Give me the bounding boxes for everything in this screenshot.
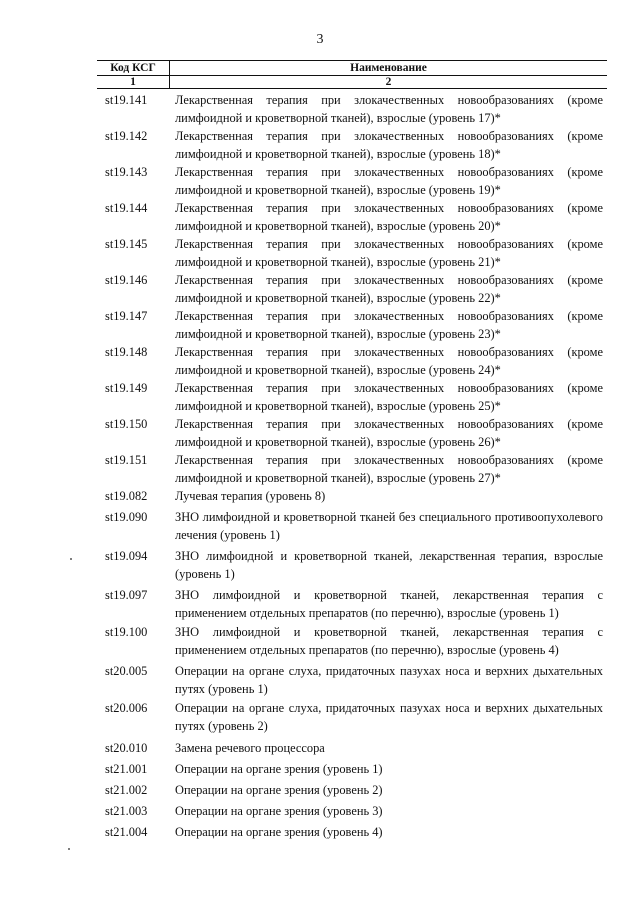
table-row (97, 200, 607, 236)
ksg-code: st19.149 (105, 381, 148, 395)
table-row (97, 272, 607, 308)
ksg-name: Лекарственная терапия при злокачественных новообразованиях (кроме лимфоидной и кроветворной тканей), взрослые (уровень 26)* (175, 417, 603, 449)
table-row (97, 700, 607, 740)
ksg-name: Операции на органе зрения (уровень 2) (175, 783, 383, 797)
table-row (97, 624, 607, 663)
ksg-code: st20.010 (105, 741, 148, 755)
ksg-name: Лекарственная терапия при злокачественных новообразованиях (кроме лимфоидной и кроветворной тканей), взрослые (уровень 27)* (175, 453, 603, 485)
ksg-name: ЗНО лимфоидной и кроветворной тканей без специального противоопухолевого лечения (уровень 1) (175, 510, 603, 542)
table-row (97, 663, 607, 700)
ksg-code: st19.145 (105, 237, 148, 251)
table-row (97, 803, 607, 824)
table-row (97, 308, 607, 344)
table-row (97, 509, 607, 548)
ksg-code: st19.082 (105, 489, 148, 503)
ksg-name: Операции на органе зрения (уровень 3) (175, 804, 383, 818)
ksg-name: Лекарственная терапия при злокачественных новообразованиях (кроме лимфоидной и кроветворной тканей), взрослые (уровень 25)* (175, 381, 603, 413)
ksg-name: Лекарственная терапия при злокачественных новообразованиях (кроме лимфоидной и кроветворной тканей), взрослые (уровень 18)* (175, 129, 603, 161)
table-body (97, 89, 607, 845)
column-number-row (97, 76, 607, 89)
ksg-name: ЗНО лимфоидной и кроветворной тканей, лекарственная терапия с применением отдельных препаратов (по перечню), взрослые (уровень 1) (175, 588, 603, 620)
table-row (97, 344, 607, 380)
ksg-name: Операции на органе зрения (уровень 1) (175, 762, 383, 776)
ksg-code: st19.097 (105, 588, 148, 602)
ksg-code: st20.005 (105, 664, 148, 678)
ksg-code: st19.100 (105, 625, 148, 639)
table-row (97, 587, 607, 624)
ksg-name: Операции на органе слуха, придаточных пазухах носа и верхних дыхательных путях (уровень 2) (175, 701, 603, 733)
table-row (97, 782, 607, 803)
ksg-name: Лучевая терапия (уровень 8) (175, 489, 326, 503)
ksg-name: Замена речевого процессора (175, 741, 325, 755)
table-row (97, 164, 607, 200)
table-row (97, 128, 607, 164)
ksg-code: st19.151 (105, 453, 148, 467)
ksg-code: st19.147 (105, 309, 148, 323)
table-row (97, 380, 607, 416)
table-row (97, 236, 607, 272)
ksg-name: Лекарственная терапия при злокачественных новообразованиях (кроме лимфоидной и кроветворной тканей), взрослые (уровень 23)* (175, 309, 603, 341)
ksg-code: st19.144 (105, 201, 148, 215)
table-row (97, 416, 607, 452)
ksg-table (97, 60, 607, 845)
table-row (97, 92, 607, 128)
ksg-name: Лекарственная терапия при злокачественных новообразованиях (кроме лимфоидной и кроветворной тканей), взрослые (уровень 21)* (175, 237, 603, 269)
ksg-name: Лекарственная терапия при злокачественных новообразованиях (кроме лимфоидной и кроветворной тканей), взрослые (уровень 17)* (175, 93, 603, 125)
ksg-name: Лекарственная терапия при злокачественных новообразованиях (кроме лимфоидной и кроветворной тканей), взрослые (уровень 24)* (175, 345, 603, 377)
header-code: Код КСГ (110, 62, 156, 74)
ksg-code: st19.142 (105, 129, 148, 143)
ksg-name: Лекарственная терапия при злокачественных новообразованиях (кроме лимфоидной и кроветворной тканей), взрослые (уровень 19)* (175, 165, 603, 197)
table-row (97, 824, 607, 845)
scan-speck (70, 558, 72, 560)
column-number-name: 2 (169, 76, 607, 88)
table-row (97, 740, 607, 761)
ksg-code: st21.002 (105, 783, 148, 797)
ksg-code: st21.001 (105, 762, 148, 776)
ksg-name: Лекарственная терапия при злокачественных новообразованиях (кроме лимфоидной и кроветворной тканей), взрослые (уровень 22)* (175, 273, 603, 305)
ksg-code: st20.006 (105, 701, 148, 715)
ksg-code: st19.146 (105, 273, 148, 287)
table-row (97, 488, 607, 509)
header-name: Наименование (169, 61, 607, 75)
ksg-name: Операции на органе слуха, придаточных пазухах носа и верхних дыхательных путях (уровень 1) (175, 664, 603, 696)
table-row (97, 452, 607, 488)
ksg-code: st21.003 (105, 804, 148, 818)
table-row (97, 548, 607, 587)
ksg-code: st19.143 (105, 165, 148, 179)
table-header-row (97, 60, 607, 76)
ksg-name: ЗНО лимфоидной и кроветворной тканей, лекарственная терапия, взрослые (уровень 1) (175, 549, 603, 581)
ksg-code: st19.150 (105, 417, 148, 431)
ksg-name: Лекарственная терапия при злокачественных новообразованиях (кроме лимфоидной и кроветворной тканей), взрослые (уровень 20)* (175, 201, 603, 233)
ksg-code: st19.141 (105, 93, 148, 107)
table-row (97, 761, 607, 782)
ksg-code: st19.094 (105, 549, 148, 563)
scan-speck (68, 848, 70, 850)
ksg-code: st19.148 (105, 345, 148, 359)
ksg-name: ЗНО лимфоидной и кроветворной тканей, лекарственная терапия с применением отдельных препаратов (по перечню), взрослые (уровень 4) (175, 625, 603, 657)
ksg-code: st19.090 (105, 510, 148, 524)
page-number: 3 (316, 32, 324, 47)
ksg-code: st21.004 (105, 825, 148, 839)
ksg-name: Операции на органе зрения (уровень 4) (175, 825, 383, 839)
column-number-code: 1 (130, 76, 136, 88)
